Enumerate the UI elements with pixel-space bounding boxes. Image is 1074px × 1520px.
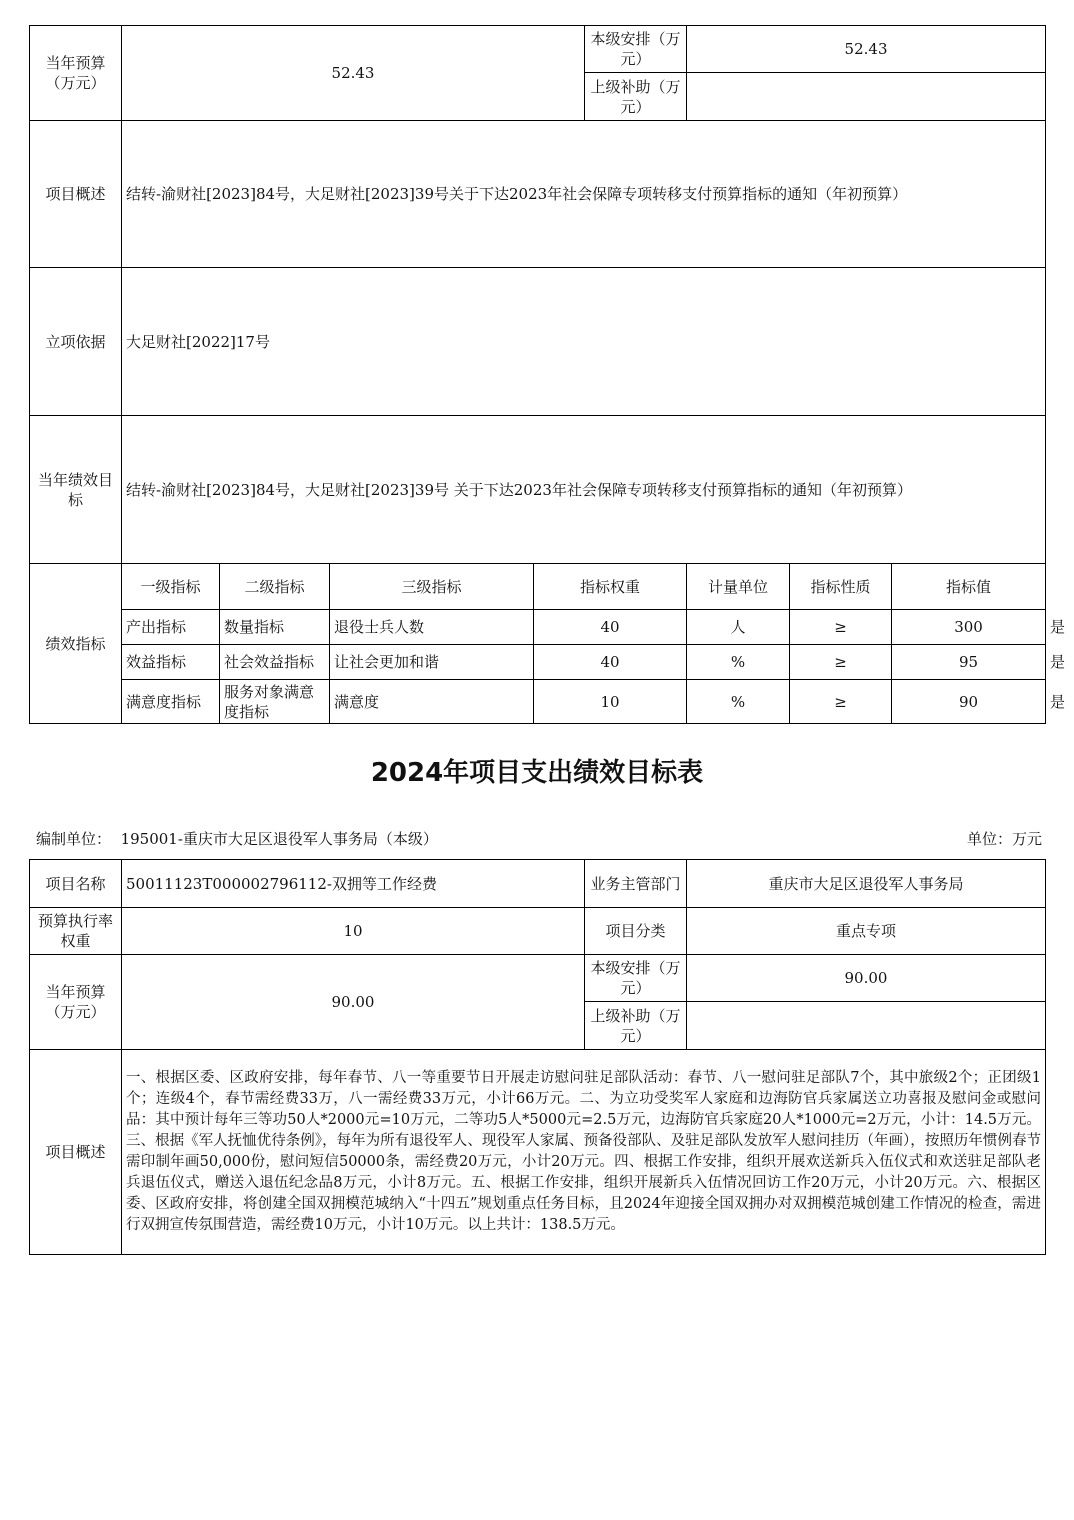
upper-subsidy-label: 上级补助（万元）	[585, 1002, 687, 1050]
perf-cell: 40	[534, 610, 687, 645]
perf-header: 二级指标	[220, 564, 330, 610]
perf-header: 指标值	[892, 564, 1046, 610]
goal-text: 结转-渝财社[2023]84号，大足财社[2023]39号 关于下达2023年社会保障专项转移支付预算指标的通知（年初预算）	[122, 416, 1046, 564]
project-name-label: 项目名称	[30, 860, 122, 908]
dept-value: 重庆市大足区退役军人事务局	[687, 860, 1046, 908]
local-arrangement-value: 52.43	[687, 26, 1046, 73]
budget-label: 当年预算（万元）	[30, 955, 122, 1050]
basis-label: 立项依据	[30, 268, 122, 416]
local-arrangement-label: 本级安排（万元）	[585, 26, 687, 73]
upper-subsidy-value	[687, 1002, 1046, 1050]
top-table	[29, 25, 1066, 724]
perf-cell: 产出指标	[122, 610, 220, 645]
overview-label: 项目概述	[30, 121, 122, 268]
upper-subsidy-label: 上级补助（万元）	[585, 73, 687, 121]
perf-cell: ≥	[790, 680, 892, 724]
perf-cell: 300	[892, 610, 1046, 645]
perf-cell: ≥	[790, 645, 892, 680]
compiling-unit	[36, 828, 438, 849]
local-arrangement-label: 本级安排（万元）	[585, 955, 687, 1002]
perf-cell: %	[687, 645, 790, 680]
perf-label: 绩效指标	[30, 564, 122, 724]
perf-header: 计量单位	[687, 564, 790, 610]
exec-rate-label: 预算执行率权重	[30, 908, 122, 955]
perf-cell: ≥	[790, 610, 892, 645]
project-name-value: 50011123T000002796112-双拥等工作经费	[122, 860, 585, 908]
perf-cell: 满意度	[330, 680, 534, 724]
exec-rate-value: 10	[122, 908, 585, 955]
perf-cell: 95	[892, 645, 1046, 680]
dept-label: 业务主管部门	[585, 860, 687, 908]
bottom-table	[29, 859, 1046, 1255]
perf-header: 指标权重	[534, 564, 687, 610]
page-title: 2024年项目支出绩效目标表	[370, 758, 704, 788]
budget-value: 52.43	[122, 26, 585, 121]
perf-cell: 数量指标	[220, 610, 330, 645]
perf-row: 效益指标 社会效益指标 让社会更加和谐 40 % ≥ 95 是	[30, 645, 1046, 680]
perf-row: 产出指标 数量指标 退役士兵人数 40 人 ≥ 300 是	[30, 610, 1046, 645]
overview-text: 结转-渝财社[2023]84号，大足财社[2023]39号关于下达2023年社会保障专项转移支付预算指标的通知（年初预算）	[122, 121, 1046, 268]
compiling-unit-label: 编制单位：	[36, 830, 112, 848]
perf-cell: 人	[687, 610, 790, 645]
perf-header: 指标性质	[790, 564, 892, 610]
perf-cell: %	[687, 680, 790, 724]
compiling-unit-value: 195001-重庆市大足区退役军人事务局（本级）	[120, 830, 438, 848]
local-arrangement-value: 90.00	[687, 955, 1046, 1002]
budget-value: 90.00	[122, 955, 585, 1050]
perf-cell: 让社会更加和谐	[330, 645, 534, 680]
basis-text: 大足财社[2022]17号	[122, 268, 1046, 416]
perf-cell: 90	[892, 680, 1046, 724]
perf-cell: 服务对象满意度指标	[220, 680, 330, 724]
perf-cell: 满意度指标	[122, 680, 220, 724]
perf-cell: 社会效益指标	[220, 645, 330, 680]
perf-row: 满意度指标 服务对象满意度指标 满意度 10 % ≥ 90 是	[30, 680, 1046, 724]
perf-cell: 10	[534, 680, 687, 724]
upper-subsidy-value	[687, 73, 1046, 121]
perf-cell: 40	[534, 645, 687, 680]
perf-header: 三级指标	[330, 564, 534, 610]
perf-cell: 效益指标	[122, 645, 220, 680]
category-value: 重点专项	[687, 908, 1046, 955]
perf-cell: 退役士兵人数	[330, 610, 534, 645]
category-label: 项目分类	[585, 908, 687, 955]
overview-label: 项目概述	[30, 1050, 122, 1255]
goal-label: 当年绩效目标	[30, 416, 122, 564]
budget-label: 当年预算（万元）	[30, 26, 122, 121]
money-unit: 单位：万元	[966, 830, 1042, 848]
overview-text: 一、根据区委、区政府安排，每年春节、八一等重要节日开展走访慰问驻足部队活动：春节、八一慰问驻足部队7个，其中旅级2个；正团级1个；连级4个，春节需经费33万，八一需经费33万元，小计66万元。二、为立功受奖军人家庭和边海防官兵家属送立功喜报及慰问金或慰问品：其中预计每年三等功50人*2000元=10万元，二等功5人*5000元=2.5万元，边海防官兵家庭20人*1000元=2万元，小计：14.5万元。三、根据《军人抚恤优待条例》，每年为所有退役军人、现役军人家属、预备役部队、及驻足部队发放军人慰问挂历（年画），按照历年惯例春节需印制年画50,000份，慰问短信50000条，需经费20万元，小计20万元。四、根据工作安排，组织开展欢送新兵入伍仪式和欢送驻足部队老兵退伍仪式，赠送入退伍纪念品8万元，小计8万元。五、根据工作安排，组织开展新兵入伍情况回访工作20万元，小计20万元。六、根据区委、区政府安排，将创建全国双拥模范城纳入“十四五”规划重点任务目标，且2024年迎接全国双拥办对双拥模范城创建工作情况的检查，需进行双拥宣传氛围营造，需经费10万元，小计10万元。以上共计：138.5万元。	[122, 1050, 1046, 1255]
perf-header: 一级指标	[122, 564, 220, 610]
